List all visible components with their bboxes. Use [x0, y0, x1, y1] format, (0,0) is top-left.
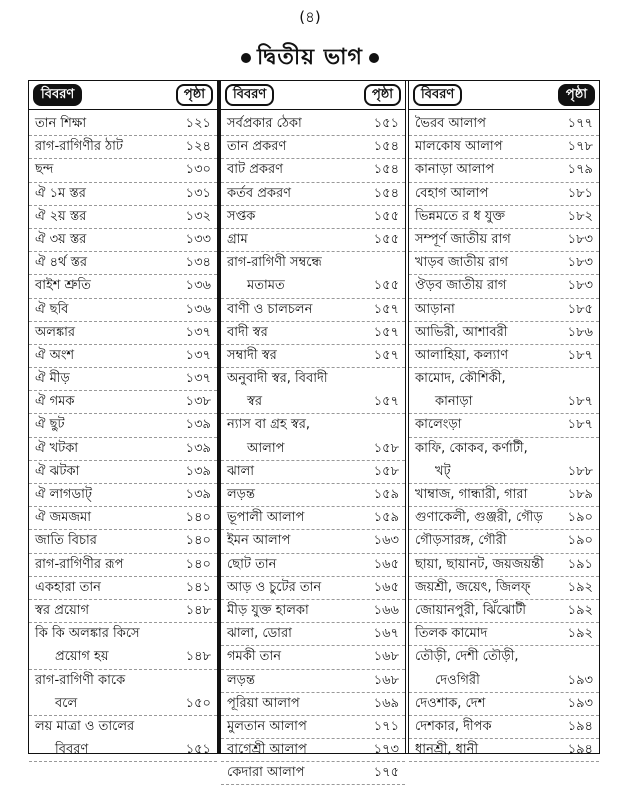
contents-entry [29, 577, 217, 600]
entry-title: কালেংড়া [415, 417, 462, 433]
entry-page: ১৮৯ [567, 487, 593, 502]
section-title [0, 40, 620, 77]
entry-title: গ্রাম [227, 231, 248, 247]
contents-entry [29, 693, 217, 716]
entry-page: ১৬৮ [373, 672, 400, 688]
entry-title: ধানশ্রী, ধানী [415, 742, 479, 758]
contents-entry [221, 206, 405, 229]
entry-title: আড়ানা [415, 301, 455, 317]
entry-title: অনুবাদী স্বর, বিবাদী [227, 371, 328, 387]
contents-entry [221, 345, 405, 368]
contents-entry [409, 414, 599, 437]
entry-page: ১৩৯ [185, 463, 211, 479]
column-rows [221, 110, 405, 785]
entry-title: ঐ ২য় স্তর [35, 208, 87, 224]
entry-page: ১৫০ [185, 695, 211, 711]
entry-page: ১৮৫ [567, 301, 593, 317]
contents-entry [409, 623, 599, 646]
entry-title: লয় মাত্রা ও তালের [35, 718, 135, 734]
entry-page: ১৬৮ [373, 649, 400, 665]
entry-page: ১৩৯ [185, 487, 211, 502]
contents-entry [29, 484, 217, 507]
contents-entry [221, 577, 405, 600]
entry-page: ১৩৭ [185, 371, 211, 387]
header-desc: বিবরণ [33, 84, 82, 106]
contents-entry [29, 136, 217, 159]
header-page: পৃষ্ঠা [176, 84, 213, 106]
entry-page: ১৫৯ [373, 487, 400, 502]
contents-entry [221, 762, 405, 785]
entry-title: জোয়ানপুরী, ঝিঁঝোটী [415, 602, 527, 618]
entry-title: বাদী স্বর [227, 324, 268, 340]
contents-entry [409, 229, 599, 252]
entry-page: ১৩৭ [185, 347, 211, 363]
entry-page: ১২৪ [185, 139, 211, 155]
entry-title: কাফি, কোকব, কর্ণাটী, [415, 440, 528, 456]
contents-entry [221, 113, 405, 136]
contents-entry [29, 646, 217, 669]
contents-entry [221, 554, 405, 577]
entry-title: কর্তব প্রকরণ [227, 185, 292, 201]
contents-entry [221, 229, 405, 252]
entry-page: ১৫৪ [373, 185, 400, 201]
contents-entry [221, 693, 405, 716]
contents-entry [221, 183, 405, 206]
entry-title: খট্ [435, 463, 451, 479]
entry-title: দেওগিরী [435, 672, 480, 688]
entry-page: ১৫৭ [373, 301, 400, 317]
contents-entry [221, 275, 405, 298]
entry-page: ১৮৭ [567, 347, 593, 363]
contents-entry [221, 646, 405, 669]
contents-entry [409, 345, 599, 368]
entry-page: ১৫৮ [373, 463, 400, 479]
contents-column [219, 81, 409, 781]
contents-entry [29, 368, 217, 391]
entry-title: সপ্তক [227, 208, 256, 224]
entry-title: গমকী তান [227, 649, 281, 665]
entry-title: আলাহিয়া, কল্যাণ [415, 347, 509, 363]
entry-title: মালকোষ আলাপ [415, 139, 503, 155]
entry-page: ১৭১ [373, 718, 400, 734]
entry-title: সম্বাদী স্বর [227, 347, 277, 363]
contents-entry [29, 159, 217, 182]
contents-entry [409, 322, 599, 345]
entry-title: জাতি বিচার [35, 533, 97, 549]
entry-page: ১৩৬ [185, 278, 211, 294]
contents-entry [409, 716, 599, 739]
entry-page: ১৩৭ [185, 324, 211, 340]
contents-entry [29, 530, 217, 553]
entry-title: তৌড়ী, দেশী তৌড়ী, [415, 649, 519, 665]
contents-entry [409, 577, 599, 600]
contents-entry [29, 461, 217, 484]
entry-page: ১৩১ [185, 185, 211, 201]
entry-title: ঐ ৩য় স্তর [35, 231, 87, 247]
contents-entry [409, 739, 599, 762]
contents-entry [409, 136, 599, 159]
entry-title: কানাড়া আলাপ [415, 162, 495, 178]
entry-title: ঐ মীড় [35, 371, 70, 387]
contents-entry [409, 554, 599, 577]
entry-title: ঐ ছুট [35, 417, 65, 433]
entry-page: ১৫৭ [373, 324, 400, 340]
contents-entry [29, 299, 217, 322]
entry-title: ছন্দ [35, 162, 54, 178]
contents-entry [409, 646, 599, 669]
entry-title: ভিন্নমতে র ধ যুক্ত [415, 208, 505, 224]
entry-page: ১৯৩ [567, 695, 593, 711]
entry-page: ১৯০ [567, 533, 593, 549]
contents-entry [409, 670, 599, 693]
header-desc: বিবরণ [225, 84, 274, 106]
entry-title: ন্যাস বা গ্রহ স্বর, [227, 417, 311, 433]
contents-entry [29, 252, 217, 275]
entry-title: লড়ন্ত [227, 487, 255, 502]
contents-entry [409, 113, 599, 136]
contents-entry [221, 600, 405, 623]
entry-page: ১৫৪ [373, 139, 400, 155]
entry-title: ভৈরব আলাপ [415, 116, 486, 131]
contents-entry [29, 670, 217, 693]
entry-title: ঝালা [227, 463, 255, 479]
entry-title: ভূপালী আলাপ [227, 510, 305, 526]
entry-page: ১৯০ [567, 510, 593, 526]
entry-title: বেহাগ আলাপ [415, 185, 489, 201]
entry-title: ঐ ঝটকা [35, 463, 80, 479]
entry-title: তান শিক্ষা [35, 116, 87, 131]
entry-title: ঐ লাগডাট্ [35, 487, 92, 502]
contents-entry [29, 438, 217, 461]
entry-page: ১৩৮ [185, 394, 211, 410]
entry-page: ১৪৮ [185, 602, 211, 618]
contents-entry [409, 507, 599, 530]
entry-title: আভিরী, আশাবরী [415, 324, 508, 340]
contents-entry [29, 206, 217, 229]
entry-page: ১৯৪ [567, 742, 593, 758]
entry-page: ১৭৩ [373, 742, 400, 758]
entry-title: কেদারা আলাপ [227, 765, 305, 781]
contents-entry [409, 461, 599, 484]
entry-page: ১৯২ [567, 626, 593, 642]
contents-entry [221, 716, 405, 739]
contents-entry [409, 484, 599, 507]
contents-entry [221, 461, 405, 484]
column-header [221, 81, 405, 110]
entry-title: ঐ অংশ [35, 347, 75, 363]
contents-entry [221, 739, 405, 762]
contents-entry [409, 183, 599, 206]
entry-title: মতামত [247, 278, 285, 294]
entry-page: ১৬৫ [373, 556, 400, 572]
entry-page: ১৮৭ [567, 417, 593, 433]
contents-entry [221, 368, 405, 391]
entry-title: খাড়ব জাতীয় রাগ [415, 255, 509, 271]
entry-page: ১৪০ [185, 556, 211, 572]
entry-page: ১৮৩ [567, 231, 593, 247]
contents-entry [221, 299, 405, 322]
entry-title: দেশকার, দীপক [415, 718, 492, 734]
entry-title: বাণী ও চালচলন [227, 301, 313, 317]
entry-title: গুণাকেলী, গুঞ্জরী, গৌড় [415, 510, 543, 526]
entry-page: ১৪০ [185, 533, 211, 549]
contents-entry [221, 530, 405, 553]
entry-page: ১৯৪ [567, 718, 593, 734]
contents-entry [409, 693, 599, 716]
contents-entry [409, 252, 599, 275]
entry-title: একহারা তান [35, 579, 101, 595]
entry-page: ১৮১ [567, 185, 593, 201]
entry-title: রাগ-রাগিণী কাকে [35, 672, 126, 688]
entry-page: ১৫৫ [373, 231, 400, 247]
entry-page: ১৭৫ [373, 765, 400, 781]
contents-entry [221, 159, 405, 182]
entry-title: মীড় যুক্ত হালকা [227, 602, 309, 618]
entry-page: ১৩৩ [185, 231, 211, 247]
entry-page: ১৮৬ [567, 324, 593, 340]
entry-title: খাম্বাজ, গান্ধারী, গারা [415, 487, 528, 502]
contents-entry [221, 623, 405, 646]
entry-title: ছায়া, ছায়ানট, জয়জয়ন্তী [415, 556, 544, 572]
contents-entry [29, 600, 217, 623]
entry-title: দেওশাক, দেশ [415, 695, 486, 711]
entry-page: ১৯২ [567, 602, 593, 618]
entry-page: ১৯৩ [567, 672, 593, 688]
entry-title: সর্বপ্রকার ঠেকা [227, 116, 302, 131]
entry-title: জয়শ্রী, জয়েৎ, জিলফ্ [415, 579, 531, 595]
entry-page: ১৫১ [373, 116, 400, 131]
contents-entry [29, 113, 217, 136]
entry-title: রাগ-রাগিণীর ঠাট [35, 139, 123, 155]
entry-title: ঐ জমজমা [35, 510, 92, 526]
entry-page: ১৩২ [185, 208, 211, 224]
page-number: (৪) [299, 8, 321, 26]
contents-entry [221, 136, 405, 159]
entry-title: স্বর প্রয়োগ [35, 602, 90, 618]
entry-page: ১৫৫ [373, 278, 400, 294]
contents-entry [29, 275, 217, 298]
entry-title: ছোট তান [227, 556, 277, 572]
entry-title: লড়ন্ত [227, 672, 255, 688]
entry-title: ঝালা, ডোরা [227, 626, 292, 642]
contents-table [28, 80, 600, 781]
entry-page: ১৬৭ [373, 626, 400, 642]
entry-page: ১৮৭ [567, 394, 593, 410]
entry-page: ১৬৯ [373, 695, 400, 711]
entry-page: ১৪০ [185, 510, 211, 526]
entry-title: ঐ ছবি [35, 301, 69, 317]
entry-page: ১২১ [185, 116, 211, 131]
contents-column [29, 81, 219, 758]
entry-page: ১৫৮ [373, 440, 400, 456]
contents-entry [221, 322, 405, 345]
contents-entry [29, 623, 217, 646]
header-desc: বিবরণ [413, 84, 462, 106]
entry-title: রাগ-রাগিণীর রূপ [35, 556, 124, 572]
entry-page: ১৭৮ [567, 139, 593, 155]
contents-entry [221, 670, 405, 693]
contents-entry [29, 345, 217, 368]
entry-title: বাগেশ্রী আলাপ [227, 742, 307, 758]
header-page: পৃষ্ঠা [364, 84, 401, 106]
contents-entry [29, 554, 217, 577]
column-header [29, 81, 217, 110]
contents-entry [221, 507, 405, 530]
entry-title: ঐ গমক [35, 394, 75, 410]
entry-title: কি কি অলঙ্কার কিসে [35, 626, 140, 642]
contents-entry [409, 299, 599, 322]
entry-page: ১৩৯ [185, 440, 211, 456]
contents-column [409, 81, 599, 758]
entry-title: ঐ খটকা [35, 440, 79, 456]
contents-entry [409, 368, 599, 391]
entry-title: তান প্রকরণ [227, 139, 287, 155]
contents-entry [409, 530, 599, 553]
column-rows [29, 110, 217, 762]
entry-title: আলাপ [247, 440, 285, 456]
entry-page: ১৬৩ [373, 533, 400, 549]
entry-title: গৌড়সারঙ্গ, গৌরী [415, 533, 507, 549]
entry-page: ১৯১ [567, 556, 593, 572]
entry-page: ১৮২ [567, 208, 593, 224]
entry-page: ১৮৩ [567, 278, 593, 294]
entry-page: ১৪৮ [185, 649, 211, 665]
entry-title: বাট প্রকরণ [227, 162, 284, 178]
contents-entry [221, 252, 405, 275]
entry-page: ১৭৭ [567, 116, 593, 131]
entry-title: ঐ ৪র্থ স্তর [35, 255, 88, 271]
entry-title: বাইশ শ্রুতি [35, 278, 91, 294]
contents-entry [29, 229, 217, 252]
entry-page: ১৫৯ [373, 510, 400, 526]
entry-title: বলে [55, 695, 78, 711]
entry-title: রাগ-রাগিণী সম্বন্ধে [227, 255, 322, 271]
entry-title: সম্পূর্ণ জাতীয় রাগ [415, 231, 511, 247]
contents-entry [29, 183, 217, 206]
entry-page: ১৩৪ [185, 255, 211, 271]
contents-entry [29, 716, 217, 739]
entry-title: প্রয়োগ হয় [55, 649, 109, 665]
column-header [409, 81, 599, 110]
bullet-dot-icon [369, 53, 379, 63]
contents-entry [409, 600, 599, 623]
entry-title: আড় ও চুটের তান [227, 579, 322, 595]
entry-page: ১৯২ [567, 579, 593, 595]
contents-entry [409, 438, 599, 461]
contents-entry [29, 322, 217, 345]
contents-entry [221, 484, 405, 507]
contents-entry [29, 507, 217, 530]
entry-title: কানাড়া [435, 394, 473, 410]
entry-page: ১৫৪ [373, 162, 400, 178]
entry-page: ১৪১ [185, 579, 211, 595]
contents-entry [409, 159, 599, 182]
entry-title: ঔড়ব জাতীয় রাগ [415, 278, 507, 294]
entry-title: মুলতান আলাপ [227, 718, 307, 734]
column-rows [409, 110, 599, 762]
contents-entry [221, 438, 405, 461]
entry-title: পূরিয়া আলাপ [227, 695, 300, 711]
entry-page: ১৫৫ [373, 208, 400, 224]
contents-entry [409, 275, 599, 298]
entry-title: স্বর [247, 394, 263, 410]
entry-title: ঐ ১ম স্তর [35, 185, 86, 201]
entry-page: ১৩৬ [185, 301, 211, 317]
entry-title: বিবরণ [55, 742, 89, 758]
entry-page: ১৩০ [185, 162, 211, 178]
contents-entry [29, 739, 217, 762]
entry-title: কামোদ, কৌশিকী, [415, 371, 506, 387]
entry-page: ১৫৭ [373, 394, 400, 410]
entry-page: ১৫১ [185, 742, 211, 758]
contents-entry [29, 414, 217, 437]
contents-entry [409, 391, 599, 414]
entry-page: ১৮৮ [567, 463, 593, 479]
header-page: পৃষ্ঠা [558, 84, 595, 106]
entry-page: ১৬৫ [373, 579, 400, 595]
entry-title: অলঙ্কার [35, 324, 75, 340]
contents-entry [409, 206, 599, 229]
contents-entry [221, 391, 405, 414]
entry-page: ১৮৩ [567, 255, 593, 271]
entry-title: তিলক কামোদ [415, 626, 488, 642]
entry-page: ১৫৭ [373, 347, 400, 363]
section-title-text: দ্বিতীয় ভাগ [257, 45, 363, 70]
entry-page: ১৭৯ [567, 162, 593, 178]
entry-page: ১৩৯ [185, 417, 211, 433]
contents-entry [29, 391, 217, 414]
contents-entry [221, 414, 405, 437]
entry-page: ১৬৬ [373, 602, 400, 618]
bullet-dot-icon [241, 53, 251, 63]
entry-title: ইমন আলাপ [227, 533, 291, 549]
